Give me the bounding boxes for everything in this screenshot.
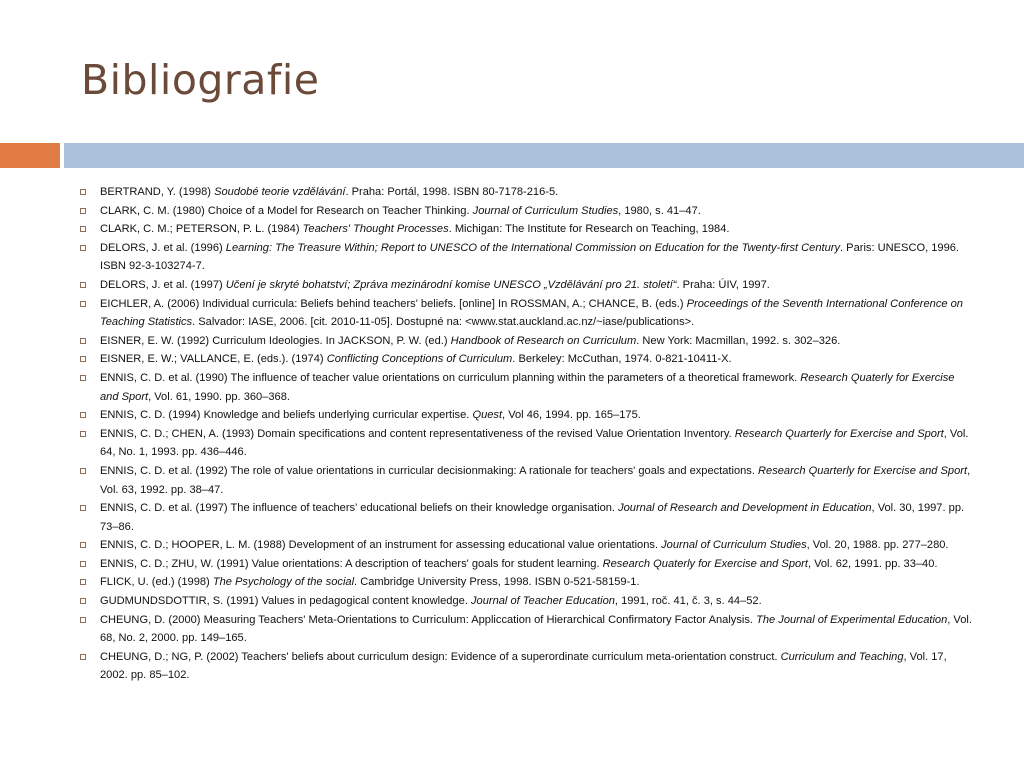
reference-text: CLARK, C. M.; PETERSON, P. L. (1984) xyxy=(100,223,303,236)
reference-text: . Praha: Portál, 1998. ISBN 80-7178-216-5. xyxy=(345,186,559,198)
square-bullet-icon xyxy=(80,505,86,511)
reference-text: . Cambridge University Press, 1998. ISBN 0-521-58159-1. xyxy=(354,576,640,589)
square-bullet-icon xyxy=(80,226,86,232)
reference-text: , Vol. 30, 1997. pp. 73–86. xyxy=(100,502,965,533)
reference-text: , Vol. 62, 1991. pp. 33–40. xyxy=(807,557,938,570)
reference-title-italic: Research Quaterly for Exercise and Sport xyxy=(100,371,955,403)
reference-item xyxy=(78,499,973,536)
reference-title-italic: Curriculum and Teaching xyxy=(780,650,904,663)
reference-item xyxy=(78,350,973,369)
square-bullet-icon xyxy=(80,468,86,474)
reference-item xyxy=(78,536,973,555)
square-bullet-icon xyxy=(80,412,86,418)
reference-text: ENNIS, C. D. et al. (1992) The role of value orientations in curricular decisionmaking: A rationale for teachers' goals and expectations. xyxy=(100,464,759,477)
square-bullet-icon xyxy=(80,542,86,548)
square-bullet-icon xyxy=(80,617,86,623)
reference-text: , Vol. 17, 2002. pp. 85–102. xyxy=(100,650,947,682)
reference-text: CLARK, C. M. (1980) Choice of a Model for Research on Teacher Thinking. xyxy=(100,204,473,217)
reference-item xyxy=(78,276,973,295)
reference-title-italic: Teachers' Thought Processes xyxy=(302,223,449,236)
reference-title-italic: Quest xyxy=(472,409,503,422)
square-bullet-icon xyxy=(80,301,86,307)
reference-text: . Paris: UNESCO, 1996. ISBN 92-3-103274-7. xyxy=(100,241,960,273)
reference-text: , Vol 46, 1994. pp. 165–175. xyxy=(502,409,641,422)
reference-item xyxy=(78,220,973,239)
reference-text: , Vol. 20, 1988. pp. 277–280. xyxy=(806,539,949,552)
reference-item xyxy=(78,295,973,332)
reference-text: ENNIS, C. D.; HOOPER, L. M. (1988) Development of an instrument for assessing educational value orientations. xyxy=(100,539,662,552)
reference-text: , 1980, s. 41–47. xyxy=(618,204,701,217)
reference-title-italic: The Journal of Experimental Education xyxy=(756,613,948,626)
reference-title-italic: Handbook of Research on Curriculum xyxy=(450,334,637,347)
bibliography-list xyxy=(78,183,973,685)
reference-text: EISNER, E. W. (1992) Curriculum Ideologies. In JACKSON, P. W. (ed.) xyxy=(100,334,451,347)
reference-title-italic: Journal of Curriculum Studies xyxy=(472,204,619,217)
square-bullet-icon xyxy=(80,189,86,195)
reference-text: , Vol. 64, No. 1, 1993. pp. 436–446. xyxy=(100,427,969,459)
reference-title-italic: The Psychology of the social xyxy=(212,576,355,589)
reference-title-italic: Journal of Curriculum Studies xyxy=(661,539,807,552)
reference-item xyxy=(78,332,973,351)
reference-text: . Berkeley: McCuthan, 1974. 0-821-10411-X. xyxy=(512,353,732,366)
reference-title-italic: Proceedings of the Seventh International Conference on Teaching Statistics xyxy=(100,297,963,329)
reference-text: . New York: Macmillan, 1992. s. 302–326. xyxy=(636,334,841,347)
accent-band-blue xyxy=(64,143,1024,168)
square-bullet-icon xyxy=(80,579,86,585)
square-bullet-icon xyxy=(80,208,86,214)
reference-text: , Vol. 61, 1990. pp. 360–368. xyxy=(148,390,290,403)
reference-text: DELORS, J. et al. (1996) xyxy=(100,241,226,254)
reference-item xyxy=(78,406,973,425)
reference-text: FLICK, U. (ed.) (1998) xyxy=(100,576,213,589)
reference-text: . Salvador: IASE, 2006. [cit. 2010-11-05]. Dostupné na: <www.stat.auckland.ac.nz/~iase/publications>. xyxy=(192,316,695,329)
accent-band-orange xyxy=(0,143,60,168)
reference-item xyxy=(78,369,973,406)
reference-item xyxy=(78,183,973,202)
reference-text: GUDMUNDSDOTTIR, S. (1991) Values in pedagogical content knowledge. xyxy=(100,595,471,608)
square-bullet-icon xyxy=(80,654,86,660)
reference-item xyxy=(78,239,973,276)
square-bullet-icon xyxy=(80,282,86,288)
reference-text: , 1991, roč. 41, č. 3, s. 44–52. xyxy=(614,595,762,608)
reference-item xyxy=(78,648,973,685)
square-bullet-icon xyxy=(80,598,86,604)
square-bullet-icon xyxy=(80,431,86,437)
square-bullet-icon xyxy=(80,356,86,362)
reference-text: CHEUNG, D. (2000) Measuring Teachers' Meta-Orientations to Curriculum: Appliccation of Hierarchical Confirmatory Factor Analysis. xyxy=(100,613,757,626)
page-title: Bibliografie xyxy=(81,56,320,104)
reference-text: CHEUNG, D.; NG, P. (2002) Teachers' beliefs about curriculum design: Evidence of a superordinate curriculum meta-orientation construct. xyxy=(100,650,781,663)
reference-title-italic: Conflicting Conceptions of Curriculum xyxy=(326,353,513,366)
reference-title-italic: Journal of Teacher Education xyxy=(471,595,615,608)
square-bullet-icon xyxy=(80,375,86,381)
reference-item xyxy=(78,462,973,499)
reference-text: , Vol. 63, 1992. pp. 38–47. xyxy=(100,464,971,496)
reference-item xyxy=(78,611,973,648)
reference-text: , Vol. 68, No. 2, 2000. pp. 149–165. xyxy=(100,613,972,645)
reference-title-italic: Research Quarterly for Exercise and Sport xyxy=(758,464,968,477)
reference-text: EISNER, E. W.; VALLANCE, E. (eds.). (1974) xyxy=(100,353,327,366)
reference-title-italic: Soudobé teorie vzdělávání xyxy=(214,186,346,198)
reference-text: ENNIS, C. D.; CHEN, A. (1993) Domain specifications and content representativeness of the revised Value Orientation Inventory. xyxy=(100,427,735,440)
square-bullet-icon xyxy=(80,338,86,344)
reference-text: ENNIS, C. D. (1994) Knowledge and beliefs underlying curricular expertise. xyxy=(100,409,473,422)
reference-item xyxy=(78,592,973,611)
reference-text: . Praha: ÚIV, 1997. xyxy=(676,278,770,291)
reference-text: BERTRAND, Y. (1998) xyxy=(100,186,215,198)
reference-title-italic: Journal of Research and Development in Education xyxy=(618,502,872,515)
reference-title-italic: Research Quarterly for Exercise and Sport xyxy=(734,427,944,440)
reference-text: ENNIS, C. D. et al. (1990) The influence of teacher value orientations on curriculum planning within the parameters of a theoretical framework. xyxy=(100,371,801,384)
reference-title-italic: Learning: The Treasure Within; Report to UNESCO of the International Commission on Education for the Twenty-first Century xyxy=(225,241,841,254)
reference-item xyxy=(78,573,973,592)
reference-text: ENNIS, C. D. et al. (1997) The influence of teachers' educational beliefs on their knowledge organisation. xyxy=(100,502,619,515)
reference-text: . Michigan: The Institute for Research on Teaching, 1984. xyxy=(448,223,730,236)
square-bullet-icon xyxy=(80,245,86,251)
reference-item xyxy=(78,555,973,574)
reference-text: EICHLER, A. (2006) Individual curricula: Beliefs behind teachers' beliefs. [online] In ROSSMAN, A.; CHANCE, B. (eds.) xyxy=(100,297,687,310)
reference-title-italic: Učení je skryté bohatství; Zpráva mezinárodní komise UNESCO „Vzdělávání pro 21. století“ xyxy=(225,278,677,291)
reference-item xyxy=(78,202,973,221)
reference-text: ENNIS, C. D.; ZHU, W. (1991) Value orientations: A description of teachers' goals for student learning. xyxy=(100,557,603,570)
reference-item xyxy=(78,425,973,462)
reference-title-italic: Research Quaterly for Exercise and Sport xyxy=(602,557,808,570)
square-bullet-icon xyxy=(80,561,86,567)
reference-text: DELORS, J. et al. (1997) xyxy=(100,278,226,291)
